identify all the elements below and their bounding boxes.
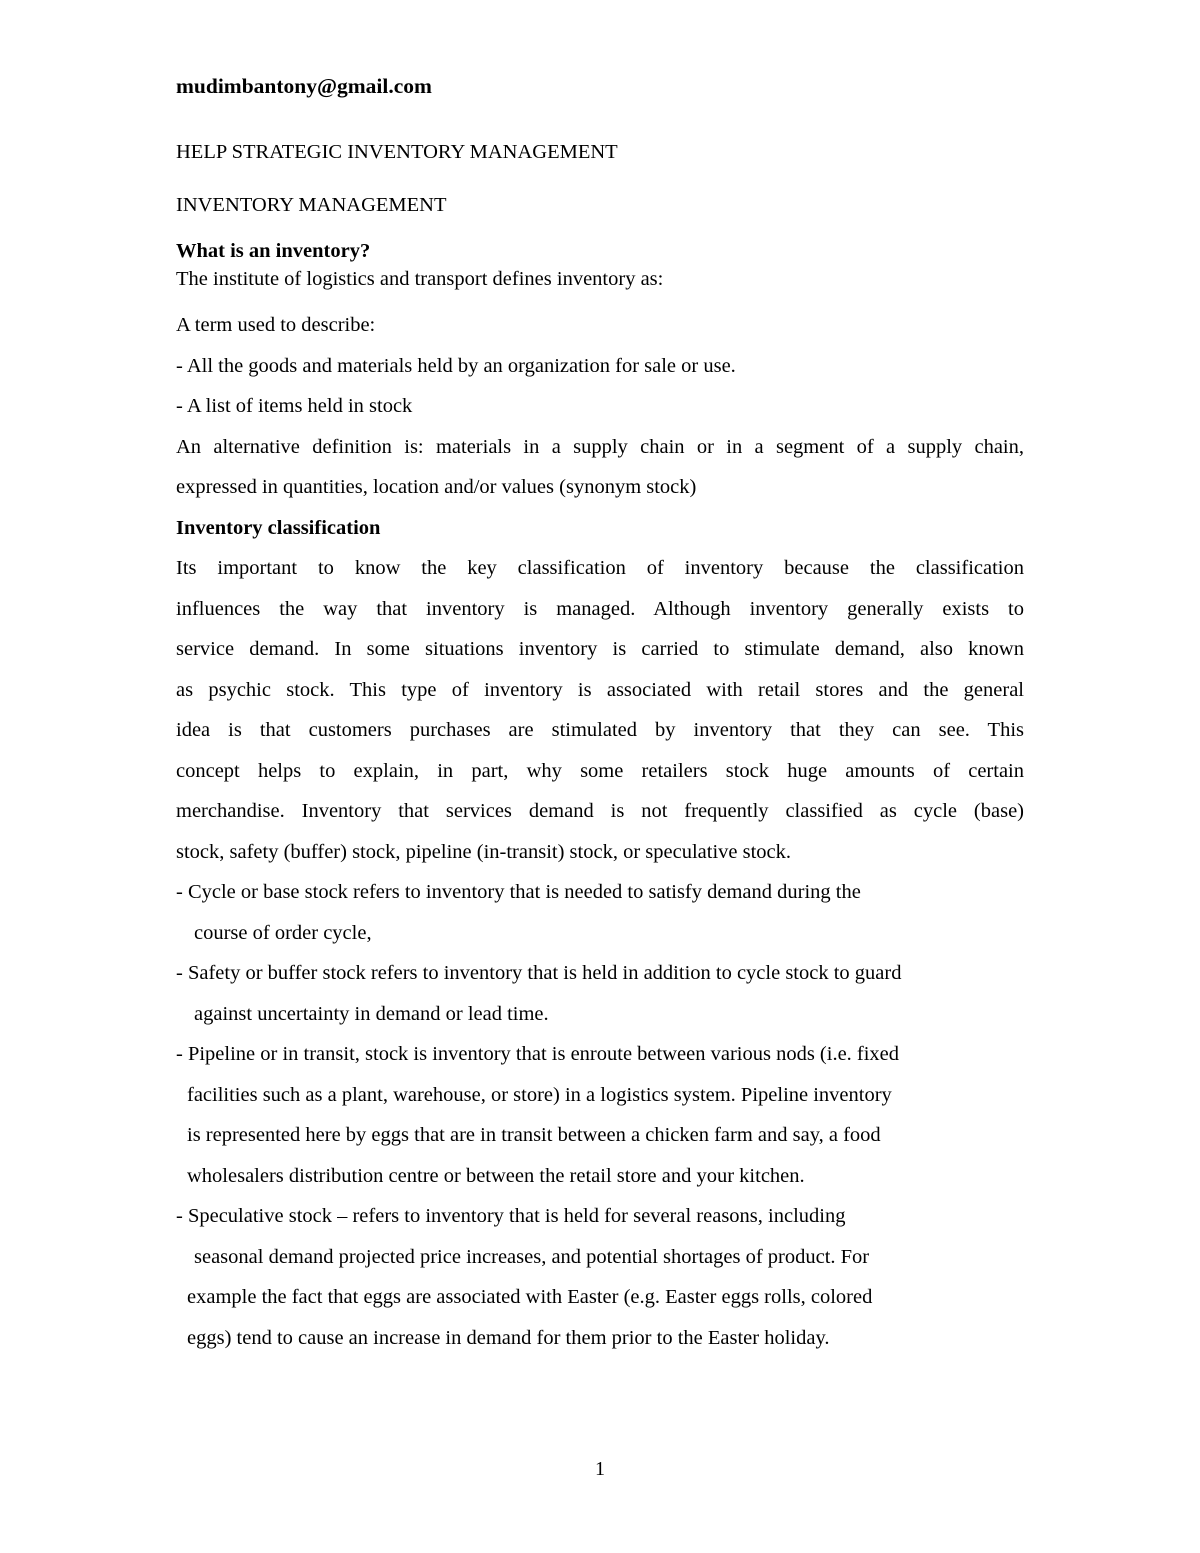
text-line: service demand. In some situations inventory is carried to stimulate demand, also known xyxy=(176,638,1024,660)
bullet-line: is represented here by eggs that are in transit between a chicken farm and say, a food xyxy=(187,1124,881,1146)
text-line: as psychic stock. This type of inventory is associated with retail stores and the general xyxy=(176,678,1024,701)
bullet-line: course of order cycle, xyxy=(194,921,372,944)
author-email: mudimbantony@gmail.com xyxy=(176,74,432,98)
bullet-line: example the fact that eggs are associated with Easter (e.g. Easter eggs rolls, colored xyxy=(187,1286,873,1308)
definition-item: - All the goods and materials held by an organization for sale or use. xyxy=(176,354,736,377)
bullet-line: wholesalers distribution centre or between the retail store and your kitchen. xyxy=(187,1164,805,1187)
definition-item: - A list of items held in stock xyxy=(176,395,413,417)
text-line: concept helps to explain, in part, why some retailers stock huge amounts of certain xyxy=(176,759,1024,782)
text-line: influences the way that inventory is managed. Although inventory generally exists to xyxy=(176,597,1024,620)
bullet-speculative-stock xyxy=(176,1196,1024,1358)
definition-intro: The institute of logistics and transport defines inventory as: xyxy=(176,268,664,290)
document-subtitle: INVENTORY MANAGEMENT xyxy=(176,194,447,216)
bullet-line: - Safety or buffer stock refers to inventory that is held in addition to cycle stock to guard xyxy=(176,962,902,984)
bullet-line: facilities such as a plant, warehouse, or store) in a logistics system. Pipeline inventory xyxy=(187,1083,892,1106)
alternative-definition xyxy=(176,427,1024,508)
text-line: idea is that customers purchases are stimulated by inventory that they can see. This xyxy=(176,719,1024,741)
document-title: HELP STRATEGIC INVENTORY MANAGEMENT xyxy=(176,141,618,163)
section-heading-inventory-classification: Inventory classification xyxy=(176,516,381,539)
bullet-line: against uncertainty in demand or lead time. xyxy=(194,1002,549,1025)
bullet-line: - Pipeline or in transit, stock is inventory that is enroute between various nods (i.e. fixed xyxy=(176,1043,900,1065)
bullet-line: - Cycle or base stock refers to inventory that is needed to satisfy demand during the xyxy=(176,881,861,903)
bullet-line: seasonal demand projected price increases, and potential shortages of product. For xyxy=(194,1245,870,1268)
page-number: 1 xyxy=(595,1458,605,1480)
bullet-line: eggs) tend to cause an increase in demand for them prior to the Easter holiday. xyxy=(187,1326,830,1349)
bullet-safety-stock xyxy=(176,953,1024,1034)
text-line: An alternative definition is: materials in a supply chain or in a segment of a supply chain, xyxy=(176,435,1024,458)
bullet-line: - Speculative stock – refers to inventory that is held for several reasons, including xyxy=(176,1205,846,1227)
classification-paragraph xyxy=(176,548,1024,872)
section-heading-what-is-inventory: What is an inventory? xyxy=(176,240,371,262)
text-line: merchandise. Inventory that services demand is not frequently classified as cycle (base) xyxy=(176,800,1024,822)
text-line: stock, safety (buffer) stock, pipeline (in-transit) stock, or speculative stock. xyxy=(176,840,792,863)
bullet-pipeline-stock xyxy=(176,1034,1024,1196)
text-line: Its important to know the key classification of inventory because the classification xyxy=(176,557,1024,579)
definition-term: A term used to describe: xyxy=(176,314,376,336)
bullet-cycle-stock xyxy=(176,872,1024,953)
page-content xyxy=(176,66,1024,1358)
text-line: expressed in quantities, location and/or values (synonym stock) xyxy=(176,476,697,498)
